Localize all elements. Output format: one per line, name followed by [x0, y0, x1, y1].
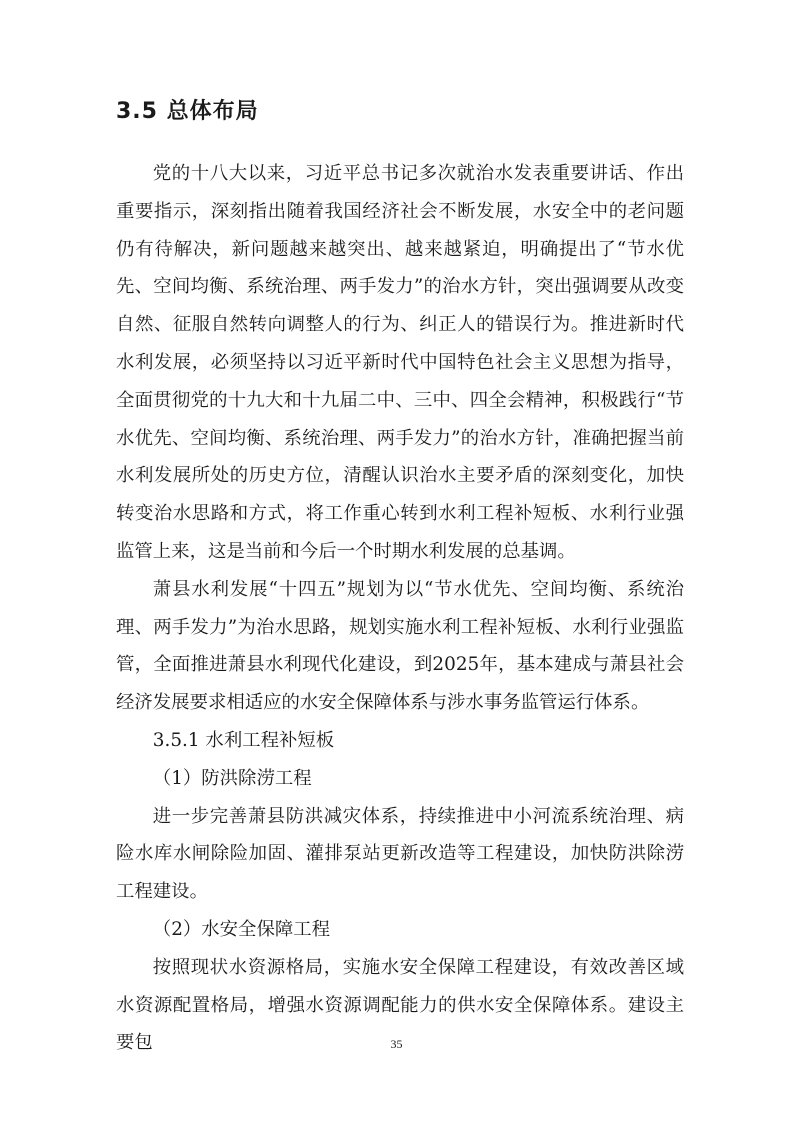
paragraph: 萧县水利发展“十四五”规划为以“节水优先、空间均衡、系统治理、两手发力”为治水思路，规划实施水利工程补短板、水利行业强监管，全面推进萧县水利现代化建设，到2025年，基本建成与萧县社会经济发展要求相适应的水安全保障体系与涉水事务监管运行体系。 — [116, 578, 684, 714]
paragraph: 进一步完善萧县防洪减灾体系，持续推进中小河流系统治理、病险水库水闸除险加固、灌排泵站更新改造等工程建设，加快防洪除涝工程建设。 — [116, 805, 684, 903]
item-heading: （2）水安全保障工程 — [152, 918, 331, 940]
body-text — [116, 155, 684, 1062]
item-heading: （1）防洪除涝工程 — [152, 767, 312, 789]
page-number: 35 — [390, 1037, 403, 1051]
subsection-heading: 3.5.1 水利工程补短板 — [152, 729, 335, 751]
section-heading: 3.5 总体布局 — [116, 99, 259, 124]
paragraph: 党的十八大以来，习近平总书记多次就治水发表重要讲话、作出重要指示，深刻指出随着我国经济社会不断发展，水安全中的老问题仍有待解决，新问题越来越突出、越来越紧迫，明确提出了“节水优先、空间均衡、系统治理、两手发力”的治水方针，突出强调要从改变自然、征服自然转向调整人的行为、纠正人的错误行为。推进新时代水利发展，必须坚持以习近平新时代中国特色社会主义思想为指导，全面贯彻党的十九大和十九届二中、三中、四全会精神，积极践行“节水优先、空间均衡、系统治理、两手发力”的治水方针，准确把握当前水利发展所处的历史方位，清醒认识治水主要矛盾的深刻变化，加快转变治水思路和方式，将工作重心转到水利工程补短板、水利行业强监管上来，这是当前和今后一个时期水利发展的总基调。 — [116, 163, 684, 562]
paragraph: 按照现状水资源格局，实施水安全保障工程建设，有效改善区域水资源配置格局，增强水资源调配能力的供水安全保障体系。建设主要包 — [116, 956, 684, 1054]
